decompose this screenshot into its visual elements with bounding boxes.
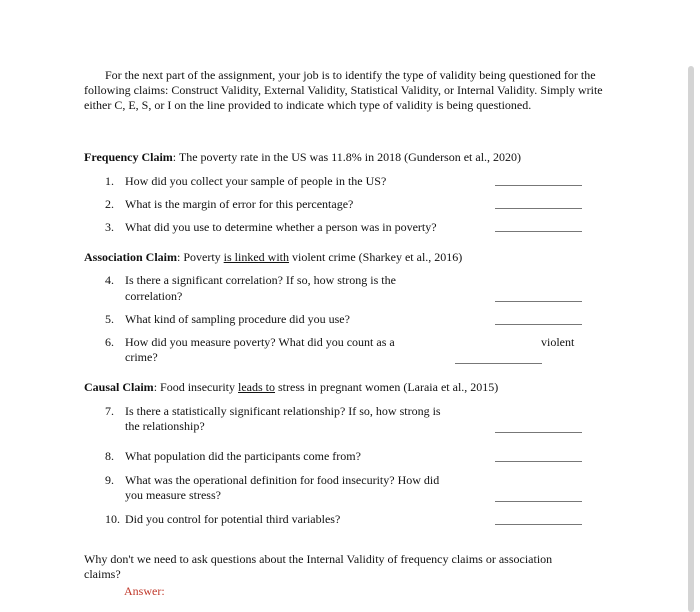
question-text: the relationship? xyxy=(125,419,205,433)
question-text: What kind of sampling procedure did you use? xyxy=(125,312,350,326)
question-number: 1. xyxy=(105,174,114,188)
question-number: 8. xyxy=(105,449,114,463)
question-text: Is there a statistically significant relationship? If so, how strong is xyxy=(125,404,441,418)
question-number: 4. xyxy=(105,273,114,287)
question-number: 6. xyxy=(105,335,114,349)
answer-line-2[interactable] xyxy=(495,208,582,209)
answer-line-3[interactable] xyxy=(495,231,582,232)
question-text: What is the margin of error for this percentage? xyxy=(125,197,354,211)
instructions-paragraph: For the next part of the assignment, your job is to identify the type of validity being questioned for the following claims: Construct Validity, External Validity, Statistical Validity, or Internal Validity. Simply write either C, E, S, or I on the line provided to indicate which type of validity is being questioned. xyxy=(84,68,603,112)
answer-line-9[interactable] xyxy=(495,501,582,502)
causal-claim-label: Causal Claim xyxy=(84,380,154,394)
question-text: What population did the participants come from? xyxy=(125,449,361,463)
question-text: Is there a significant correlation? If so, how strong is the xyxy=(125,273,396,287)
frequency-claim-label: Frequency Claim xyxy=(84,150,173,164)
association-claim-label: Association Claim xyxy=(84,250,177,264)
answer-line-1[interactable] xyxy=(495,185,582,186)
answer-line-4[interactable] xyxy=(495,301,582,302)
answer-line-7[interactable] xyxy=(495,432,582,433)
question-number: 5. xyxy=(105,312,114,326)
answer-label[interactable]: Answer: xyxy=(124,584,165,598)
question-text: you measure stress? xyxy=(125,488,221,502)
closing-question: Why don't we need to ask questions about the Internal Validity of frequency claims or association claims? xyxy=(84,552,553,581)
answer-line-8[interactable] xyxy=(495,461,582,462)
aside-word: violent xyxy=(541,335,575,349)
association-claim: Association Claim: Poverty is linked with violent crime (Sharkey et al., 2016) xyxy=(84,250,463,264)
answer-line-10[interactable] xyxy=(495,524,582,525)
question-text: crime? xyxy=(125,350,158,364)
answer-line-6[interactable] xyxy=(455,363,542,364)
causal-claim: Causal Claim: Food insecurity leads to stress in pregnant women (Laraia et al., 2015) xyxy=(84,380,499,394)
question-text: How did you measure poverty? What did you count as a xyxy=(125,335,395,349)
answer-line-5[interactable] xyxy=(495,324,582,325)
question-number: 2. xyxy=(105,197,114,211)
question-number: 10. xyxy=(105,512,120,526)
question-text: What did you use to determine whether a person was in poverty? xyxy=(125,220,437,234)
question-text: How did you collect your sample of people in the US? xyxy=(125,174,387,188)
question-text: What was the operational definition for food insecurity? How did xyxy=(125,473,440,487)
question-number: 7. xyxy=(105,404,114,418)
question-number: 3. xyxy=(105,220,114,234)
scrollbar[interactable] xyxy=(688,66,694,612)
question-text: Did you control for potential third variables? xyxy=(125,512,341,526)
question-number: 9. xyxy=(105,473,114,487)
question-text: correlation? xyxy=(125,289,183,303)
frequency-claim: Frequency Claim: The poverty rate in the US was 11.8% in 2018 (Gunderson et al., 2020) xyxy=(84,150,522,164)
